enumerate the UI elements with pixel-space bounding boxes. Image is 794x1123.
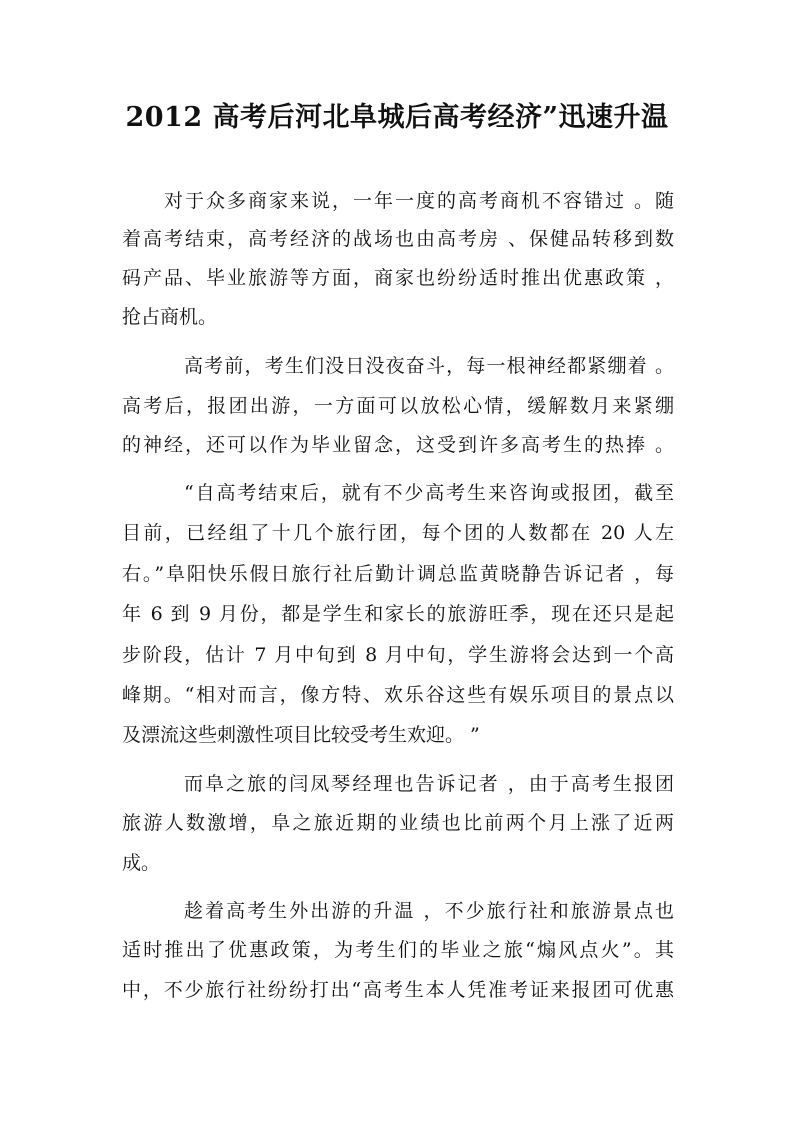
paragraph-3-line-1: “自高考结束后，就有不少高考生来咨询或报团，截至 bbox=[184, 482, 674, 504]
paragraph-3-line-5: 步阶段，估计 7 月中旬到 8 月中旬，学生游将会达到一个高 bbox=[122, 644, 674, 666]
paragraph-2-line-3: 的神经，还可以作为毕业留念，这受到许多高考生的热捧 。 bbox=[122, 434, 674, 456]
document-title: 2012 高考后河北阜城后高考经济”迅速升温 bbox=[125, 102, 669, 133]
paragraph-2-line-2: 高考后，报团出游，一方面可以放松心情，缓解数月来紧绷 bbox=[122, 395, 674, 417]
paragraph-3-line-3: 右。”阜阳快乐假日旅行社后勤计调总监黄晓静告诉记者 ，每 bbox=[122, 563, 674, 585]
paragraph-4-line-1: 而阜之旅的闫凤琴经理也告诉记者 ，由于高考生报团 bbox=[184, 773, 674, 795]
paragraph-1-line-1: 对于众多商家来说，一年一度的高考商机不容错过 。随 bbox=[164, 190, 674, 212]
paragraph-2-line-1: 高考前，考生们没日没夜奋斗，每一根神经都紧绷着 。 bbox=[184, 355, 674, 377]
paragraph-1-line-2: 着高考结束，高考经济的战场也由高考房 、保健品转移到数 bbox=[122, 228, 674, 250]
paragraph-1-line-4: 抢占商机。 bbox=[122, 306, 218, 328]
paragraph-3-line-2: 目前，已经组了十几个旅行团，每个团的人数都在 20 人左 bbox=[122, 522, 674, 544]
paragraph-4-line-2: 旅游人数激增，阜之旅近期的业绩也比前两个月上涨了近两 bbox=[122, 812, 674, 834]
paragraph-3-line-4: 年 6 到 9 月份，都是学生和家长的旅游旺季，现在还只是起 bbox=[122, 603, 674, 625]
paragraph-5-line-1: 趁着高考生外出游的升温 ，不少旅行社和旅游景点也 bbox=[184, 900, 674, 922]
paragraph-5-line-3: 中，不少旅行社纷纷打出“高考生本人凭准考证来报团可优惠 bbox=[122, 979, 674, 1001]
paragraph-5-line-2: 适时推出了优惠政策，为考生们的毕业之旅“煽风点火”。其 bbox=[122, 939, 674, 961]
paragraph-4-line-3: 成。 bbox=[122, 852, 161, 874]
paragraph-3-line-6: 峰期。“相对而言，像方特、欢乐谷这些有娱乐项目的景点以 bbox=[122, 684, 674, 706]
paragraph-3-line-7: 及漂流这些刺激性项目比较受考生欢迎。 ” bbox=[122, 724, 480, 746]
paragraph-1-line-3: 码产品、毕业旅游等方面，商家也纷纷适时推出优惠政策 ， bbox=[122, 267, 674, 289]
